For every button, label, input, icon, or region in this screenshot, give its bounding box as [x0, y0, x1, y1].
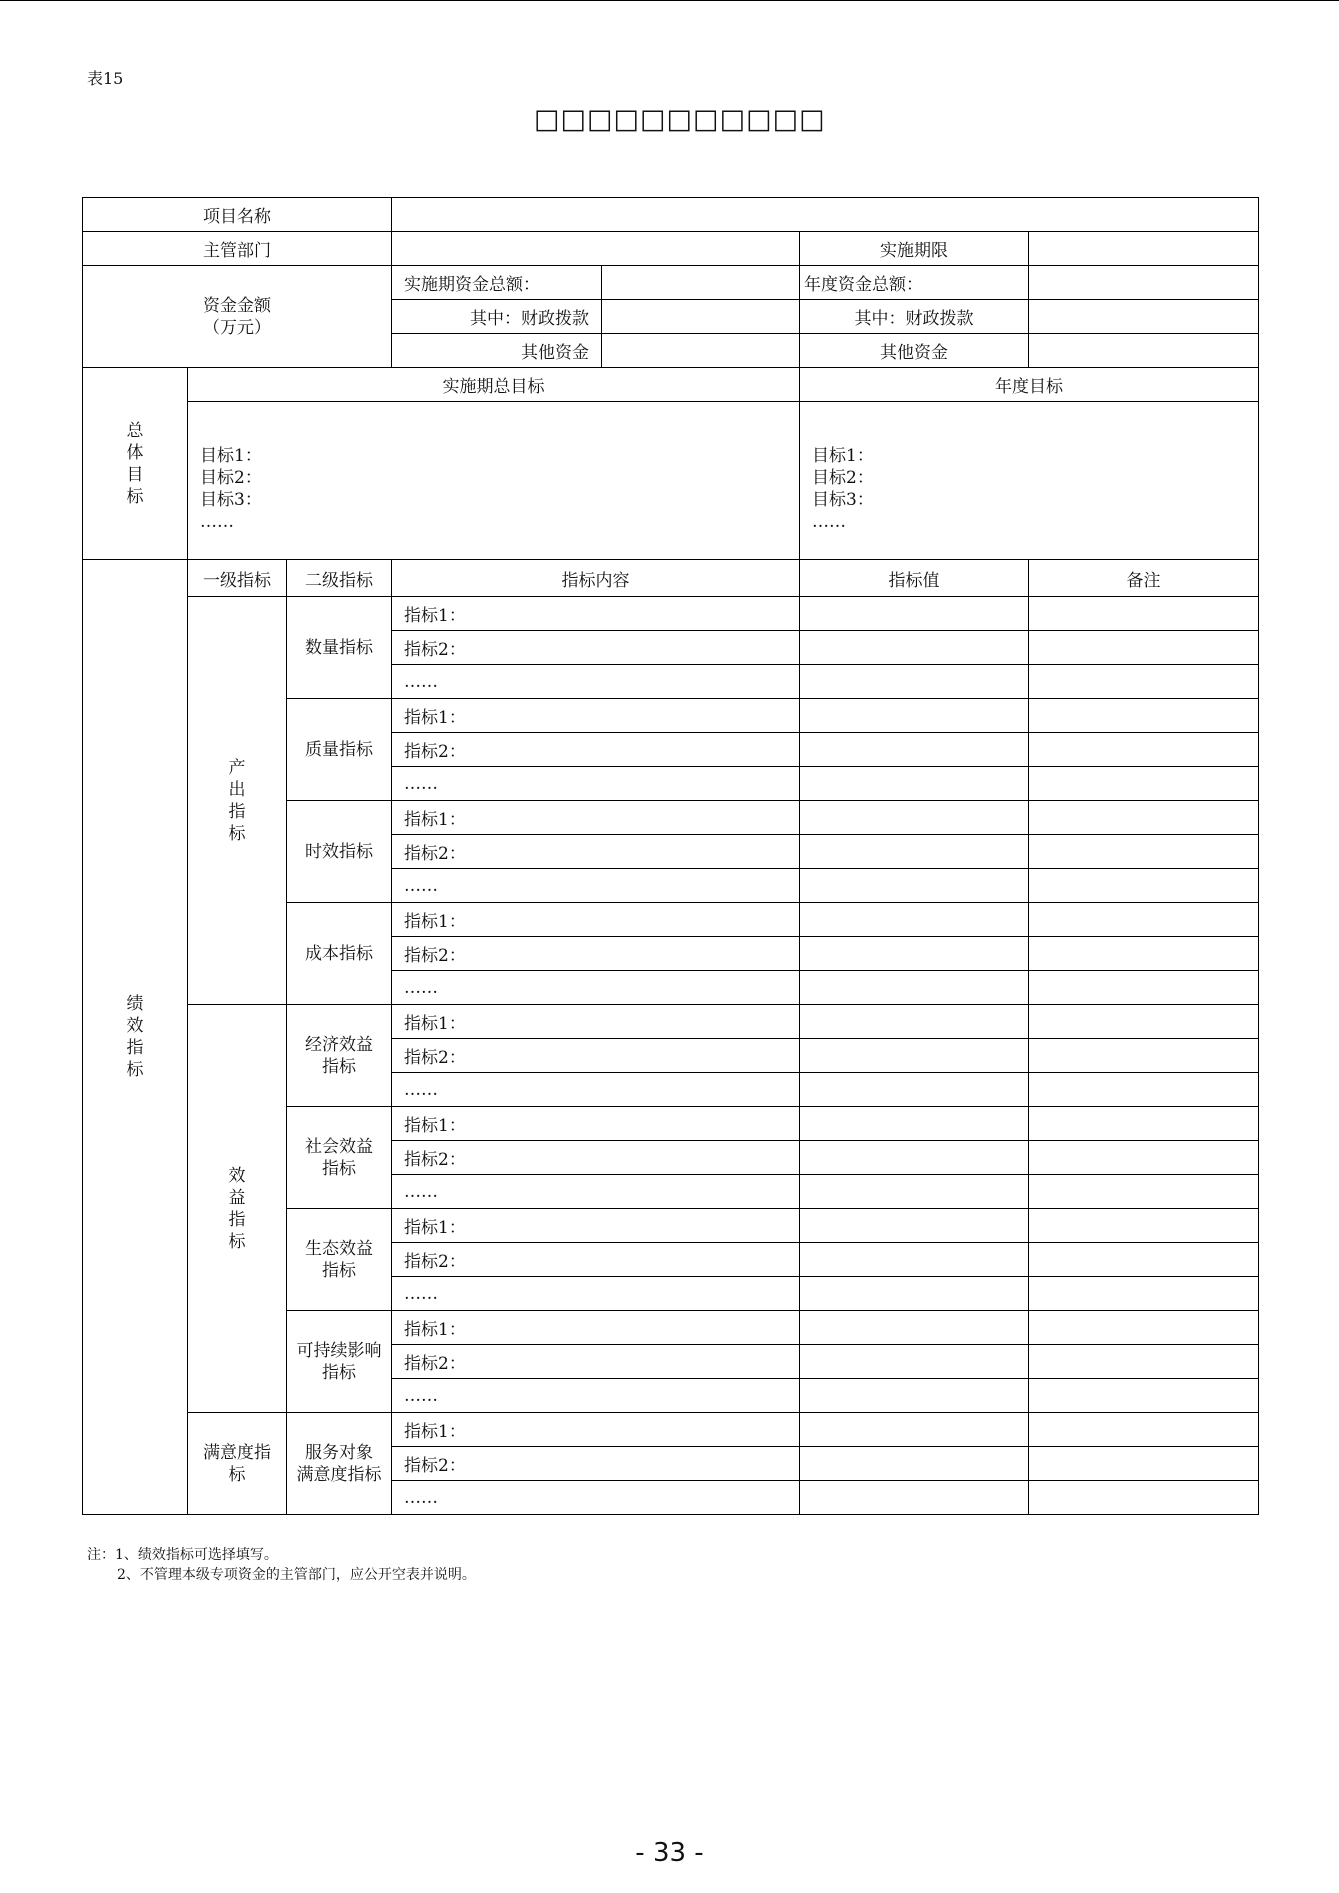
indicator-content[interactable] [392, 699, 800, 733]
indicator-line: …… [404, 977, 438, 998]
indicator-line: …… [404, 875, 438, 896]
level2-text: 满意度指标 [296, 1464, 382, 1485]
level1-char: 效 [228, 1165, 246, 1186]
indicator-content[interactable] [392, 1277, 800, 1311]
indicator-line: 指标2： [404, 1456, 466, 1476]
perf-char: 标 [126, 1060, 144, 1080]
indicator-content[interactable] [392, 1005, 800, 1039]
level2-indicator [287, 1311, 392, 1413]
indicator-line: …… [404, 773, 438, 794]
indicator-value[interactable] [800, 767, 1029, 801]
indicator-content[interactable] [392, 1039, 800, 1073]
indicator-value[interactable] [800, 971, 1029, 1005]
perf-char: 绩 [126, 994, 144, 1014]
indicator-value[interactable] [800, 1141, 1029, 1175]
impl-total-label: 实施期资金总额： [392, 266, 602, 300]
indicator-remark[interactable] [1029, 665, 1259, 699]
indicator-row [83, 1005, 1259, 1039]
indicator-remark[interactable] [1029, 1413, 1259, 1447]
level2-text: 社会效益 [305, 1136, 373, 1157]
level1-char: 指 [228, 801, 246, 822]
indicator-remark[interactable] [1029, 1277, 1259, 1311]
indicator-value[interactable] [800, 597, 1029, 631]
goal-line: 目标2： [812, 468, 874, 488]
indicator-remark[interactable] [1029, 767, 1259, 801]
impl-other-label: 其他资金 [392, 334, 602, 368]
funds-unit-text: （万元） [203, 317, 271, 338]
impl-period-label: 实施期限 [800, 232, 1029, 266]
indicator-remark[interactable] [1029, 903, 1259, 937]
indicator-value[interactable] [800, 1413, 1029, 1447]
indicator-line: 指标2： [404, 742, 466, 762]
indicator-value[interactable] [800, 665, 1029, 699]
indicator-content[interactable] [392, 1175, 800, 1209]
dept-value[interactable] [392, 232, 800, 266]
level2-indicator [287, 1413, 392, 1515]
level2-indicator [287, 1209, 392, 1311]
indicator-value[interactable] [800, 1379, 1029, 1413]
level1-char: 标 [228, 1231, 246, 1252]
perf-indicator-label [83, 560, 188, 1515]
indicator-content[interactable] [392, 835, 800, 869]
indicator-line: …… [404, 1079, 438, 1100]
level1-char: 益 [228, 1187, 246, 1208]
level1-header: 一级指标 [188, 560, 287, 597]
indicator-value[interactable] [800, 1005, 1029, 1039]
level2-text: 经济效益 [305, 1034, 373, 1055]
goal-line: …… [812, 512, 846, 532]
indicator-remark[interactable] [1029, 1073, 1259, 1107]
indicator-remark[interactable] [1029, 801, 1259, 835]
indicator-remark[interactable] [1029, 937, 1259, 971]
indicator-content[interactable] [392, 1243, 800, 1277]
annual-other-value[interactable] [1029, 334, 1259, 368]
funds-label-text: 资金金额 [203, 295, 271, 316]
footnotes [87, 1545, 476, 1585]
indicator-content[interactable] [392, 801, 800, 835]
dept-label: 主管部门 [83, 232, 392, 266]
indicator-value[interactable] [800, 1447, 1029, 1481]
indicator-remark[interactable] [1029, 835, 1259, 869]
level2-text: 数量指标 [305, 637, 373, 658]
indicator-content[interactable] [392, 631, 800, 665]
overall-goal-label [83, 368, 188, 560]
indicator-content[interactable] [392, 937, 800, 971]
goal-line: 目标2： [200, 468, 262, 488]
goal-line: 目标3： [200, 490, 262, 510]
goal-line: 目标1： [812, 446, 874, 466]
indicator-remark[interactable] [1029, 631, 1259, 665]
indicator-line: 指标1： [404, 810, 466, 830]
indicator-remark[interactable] [1029, 1107, 1259, 1141]
indicator-line: …… [404, 671, 438, 692]
goal-line: …… [200, 512, 234, 532]
indicator-value[interactable] [800, 1277, 1029, 1311]
page-number: - 33 - [635, 1838, 704, 1868]
level1-output [188, 597, 287, 1005]
impl-fiscal-value[interactable] [602, 300, 800, 334]
performance-goal-form [82, 197, 1259, 1515]
indicator-remark[interactable] [1029, 1039, 1259, 1073]
level2-text: 服务对象 [305, 1442, 373, 1463]
indicator-remark[interactable] [1029, 1481, 1259, 1515]
goal-line: 目标1： [200, 446, 262, 466]
indicator-value[interactable] [800, 1073, 1029, 1107]
indicator-line: 指标1： [404, 1014, 466, 1034]
indicator-row [83, 1413, 1259, 1447]
level2-indicator [287, 699, 392, 801]
indicator-line: …… [404, 1181, 438, 1202]
indicator-content[interactable] [392, 767, 800, 801]
indicator-value[interactable] [800, 1345, 1029, 1379]
level2-indicator [287, 801, 392, 903]
indicator-content[interactable] [392, 1141, 800, 1175]
level2-text: 时效指标 [305, 841, 373, 862]
project-name-label: 项目名称 [83, 198, 392, 232]
indicator-content[interactable] [392, 1311, 800, 1345]
level1-char: 指 [228, 1209, 246, 1230]
indicator-content[interactable] [392, 1345, 800, 1379]
indicator-remark[interactable] [1029, 699, 1259, 733]
level1-char: 标 [228, 823, 246, 844]
top-border-line [0, 0, 1339, 1]
indicator-value[interactable] [800, 903, 1029, 937]
indicator-line: …… [404, 1283, 438, 1304]
overall-char: 体 [126, 442, 144, 463]
level2-text: 可持续影响 [296, 1340, 382, 1361]
level2-header: 二级指标 [287, 560, 392, 597]
level2-text: 质量指标 [305, 739, 373, 760]
table-number: 表15 [87, 69, 124, 88]
indicator-line: 指标1： [404, 1422, 466, 1442]
indicator-value[interactable] [800, 1243, 1029, 1277]
indicator-remark[interactable] [1029, 733, 1259, 767]
indicator-value[interactable] [800, 699, 1029, 733]
indicator-content[interactable] [392, 665, 800, 699]
indicator-remark[interactable] [1029, 1379, 1259, 1413]
overall-char: 标 [126, 486, 144, 507]
indicator-line: …… [404, 1487, 438, 1508]
indicator-remark[interactable] [1029, 1447, 1259, 1481]
indicator-line: 指标1： [404, 1218, 466, 1238]
footnote-1: 注：1、绩效指标可选择填写。 [87, 1547, 278, 1563]
indicator-content[interactable] [392, 869, 800, 903]
indicator-remark[interactable] [1029, 1209, 1259, 1243]
indicator-remark[interactable] [1029, 1311, 1259, 1345]
annual-goal-text[interactable] [800, 402, 1259, 560]
impl-period-value[interactable] [1029, 232, 1259, 266]
impl-goal-header: 实施期总目标 [188, 368, 800, 402]
level2-indicator [287, 1107, 392, 1209]
indicator-value[interactable] [800, 1481, 1029, 1515]
impl-fiscal-label: 其中：财政拨款 [392, 300, 602, 334]
indicator-line: 指标2： [404, 844, 466, 864]
indicator-value[interactable] [800, 1039, 1029, 1073]
indicator-content[interactable] [392, 597, 800, 631]
indicator-value[interactable] [800, 869, 1029, 903]
indicator-line: 指标2： [404, 946, 466, 966]
indicator-content[interactable] [392, 1073, 800, 1107]
level1-char: 产 [228, 757, 246, 778]
annual-fiscal-label: 其中：财政拨款 [800, 300, 1029, 334]
indicator-line: 指标2： [404, 1252, 466, 1272]
indicator-line: 指标1： [404, 606, 466, 626]
level1-satisfaction: 满意度指标 [188, 1413, 287, 1515]
indicator-line: …… [404, 1385, 438, 1406]
indicator-value[interactable] [800, 1209, 1029, 1243]
overall-char: 总 [126, 420, 144, 441]
indicator-value[interactable] [800, 1311, 1029, 1345]
indicator-value[interactable] [800, 631, 1029, 665]
annual-total-label: 年度资金总额： [800, 266, 1029, 300]
indicator-value[interactable] [800, 835, 1029, 869]
indicator-line: 指标1： [404, 708, 466, 728]
indicator-row [83, 597, 1259, 631]
level2-indicator [287, 903, 392, 1005]
indicator-content[interactable] [392, 971, 800, 1005]
indicator-line: 指标1： [404, 912, 466, 932]
impl-other-value[interactable] [602, 334, 800, 368]
level2-indicator [287, 1005, 392, 1107]
content-header: 指标内容 [392, 560, 800, 597]
indicator-line: 指标2： [404, 1150, 466, 1170]
indicator-content[interactable] [392, 903, 800, 937]
indicator-value[interactable] [800, 1107, 1029, 1141]
indicator-line: 指标2： [404, 1048, 466, 1068]
indicator-value[interactable] [800, 801, 1029, 835]
level2-text: 成本指标 [305, 943, 373, 964]
level1-benefit [188, 1005, 287, 1413]
annual-fiscal-value[interactable] [1029, 300, 1259, 334]
indicator-value[interactable] [800, 937, 1029, 971]
indicator-content[interactable] [392, 733, 800, 767]
indicator-remark[interactable] [1029, 1243, 1259, 1277]
level2-text: 指标 [322, 1056, 356, 1077]
indicator-remark[interactable] [1029, 597, 1259, 631]
impl-goal-text[interactable] [188, 402, 800, 560]
indicator-line: 指标1： [404, 1116, 466, 1136]
indicator-remark[interactable] [1029, 1175, 1259, 1209]
level2-text: 生态效益 [305, 1238, 373, 1259]
indicator-remark[interactable] [1029, 1345, 1259, 1379]
funds-label [83, 266, 392, 368]
indicator-remark[interactable] [1029, 869, 1259, 903]
project-name-value[interactable] [392, 198, 1259, 232]
annual-goal-header: 年度目标 [800, 368, 1259, 402]
indicator-line: 指标2： [404, 1354, 466, 1374]
indicator-content[interactable] [392, 1379, 800, 1413]
level2-text: 指标 [322, 1362, 356, 1383]
indicator-content[interactable] [392, 1209, 800, 1243]
annual-total-value[interactable] [1029, 266, 1259, 300]
indicator-content[interactable] [392, 1413, 800, 1447]
goal-line: 目标3： [812, 490, 874, 510]
value-header: 指标值 [800, 560, 1029, 597]
indicator-remark[interactable] [1029, 1141, 1259, 1175]
indicator-remark[interactable] [1029, 971, 1259, 1005]
indicator-value[interactable] [800, 733, 1029, 767]
perf-char: 指 [126, 1038, 144, 1058]
page-title: □□□□□□□□□□□ [534, 104, 826, 135]
indicator-line: 指标1： [404, 1320, 466, 1340]
perf-char: 效 [126, 1016, 144, 1036]
indicator-remark[interactable] [1029, 1005, 1259, 1039]
indicator-content[interactable] [392, 1107, 800, 1141]
impl-total-value[interactable] [602, 266, 800, 300]
remark-header: 备注 [1029, 560, 1259, 597]
indicator-value[interactable] [800, 1175, 1029, 1209]
level2-indicator [287, 597, 392, 699]
level2-text: 指标 [322, 1260, 356, 1281]
indicator-content[interactable] [392, 1447, 800, 1481]
level1-char: 出 [228, 779, 246, 800]
overall-char: 目 [126, 464, 144, 485]
annual-other-label: 其他资金 [800, 334, 1029, 368]
indicator-line: 指标2： [404, 640, 466, 660]
footnote-2: 2、不管理本级专项资金的主管部门，应公开空表并说明。 [117, 1567, 476, 1583]
indicator-content[interactable] [392, 1481, 800, 1515]
level2-text: 指标 [322, 1158, 356, 1179]
